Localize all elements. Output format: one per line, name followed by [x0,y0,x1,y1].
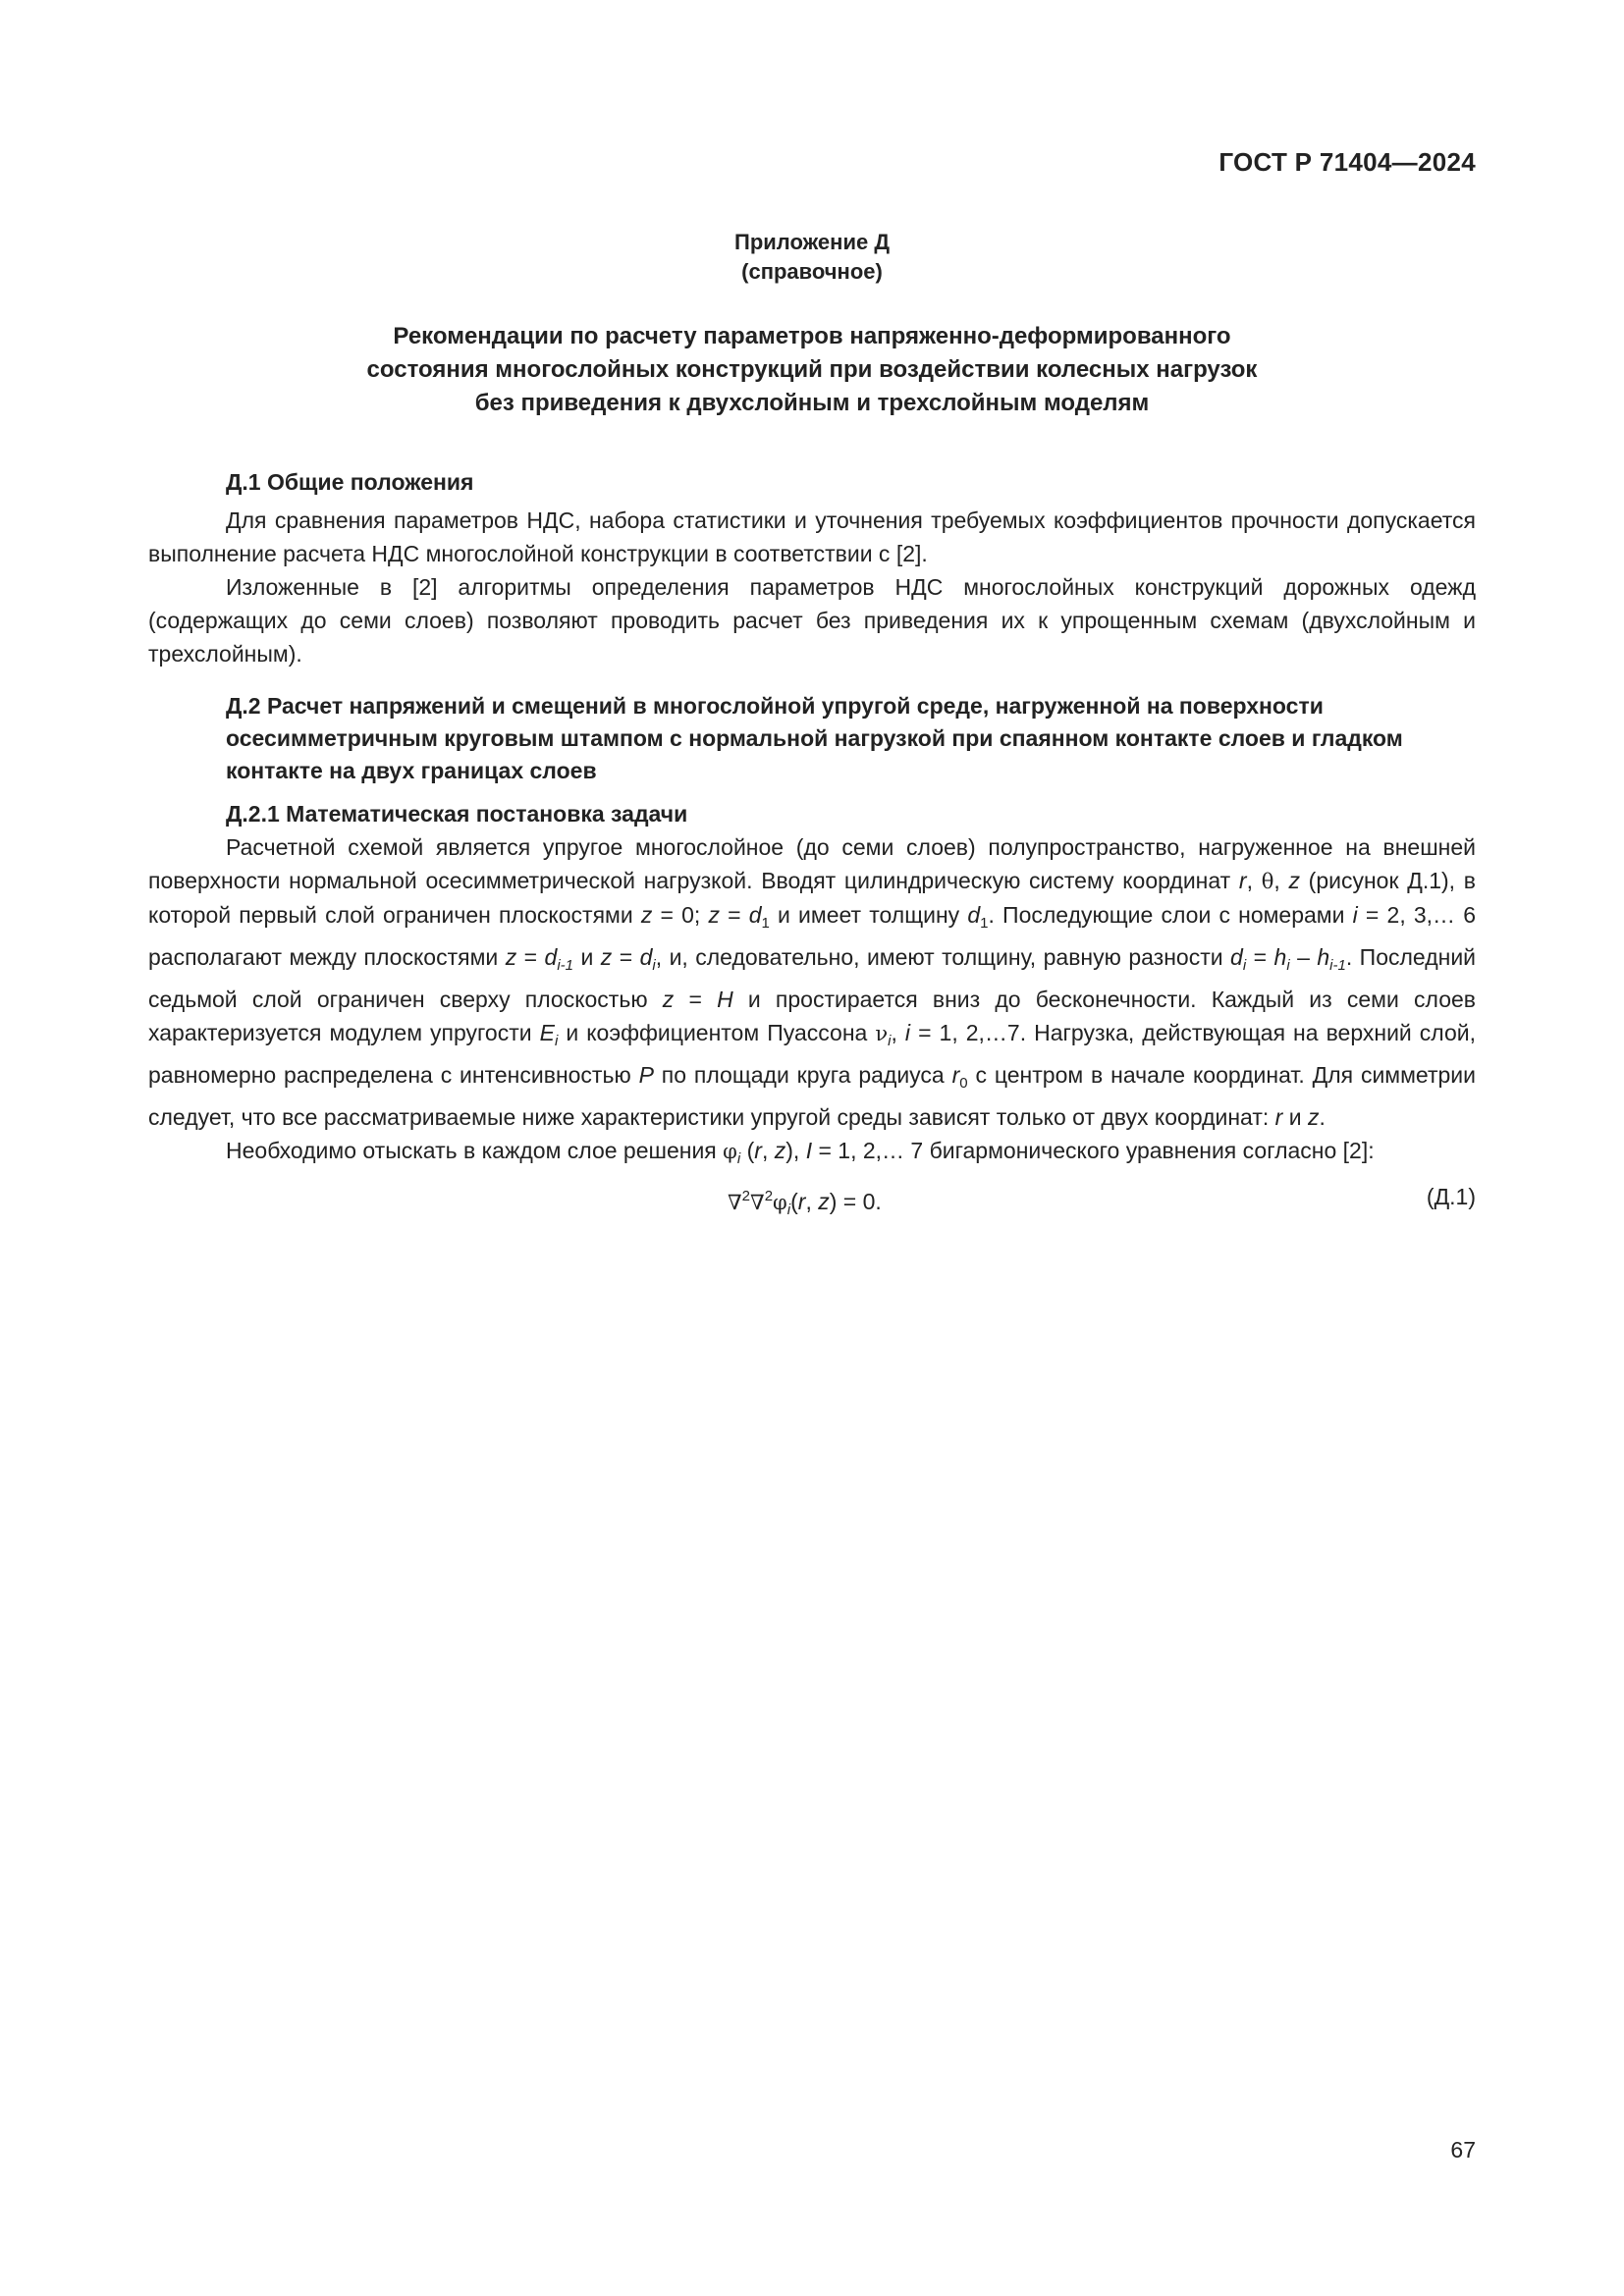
text: и простирается вниз до бесконечности. Каждый из семи слоев характеризуется модулем упругости [148,987,1476,1045]
main-title-line: состояния многослойных конструкций при воздействии колесных нагрузок [366,356,1258,383]
text: по площади круга радиуса [653,1062,952,1088]
section-heading-d2: Д.2 Расчет напряжений и смещений в многослойной упругой среде, нагруженной на поверхности осесимметричным круговым штампом с нормальной нагрузкой при спаянном контакте слоев и гладком контакте на двух границах слоев [226,693,1403,783]
var: d [1230,944,1243,970]
subscript: 1 [761,915,770,932]
var: r [754,1138,762,1163]
main-title-line: без приведения к двухслойным и трехслойным моделям [474,390,1150,416]
var: i [652,957,656,974]
var: d [967,902,981,928]
text: (рисунок Д.1), в которой первый слой ограничен плоскостями [148,868,1476,928]
var: H [717,987,733,1012]
var: i [554,1033,559,1049]
var: z [1307,1104,1320,1130]
greek-symbol: φ [773,1191,787,1214]
var: z [1288,868,1300,893]
text: Расчетной схемой является упругое многослойное (до семи слоев) полупространство, нагруженное на внешней поверхности нормальной осесимметрической нагрузкой. Вводят цилиндрическую систему координат [148,834,1476,893]
subsection-heading-d2-1: Д.2.1 Математическая постановка задачи [226,801,688,827]
text: , [1246,868,1262,893]
text: . Последующие слои с номерами [988,902,1353,928]
var: d [748,902,762,928]
greek-symbol: θ [1261,870,1274,893]
paragraph-problem-statement [148,830,1476,1134]
text: = 2, 3,… 6 располагают между плоскостями [148,902,1477,970]
superscript: 2 [741,1188,751,1204]
var: i [904,1020,911,1045]
var: z [600,944,613,970]
text: = [674,987,718,1012]
text: , [1273,868,1289,893]
text: = [1246,944,1274,970]
var: i [1242,957,1247,974]
nabla-symbol: ∇ [728,1191,742,1214]
var: d [544,944,558,970]
text: ( [740,1138,755,1163]
subscript [557,957,573,974]
equation-number: (Д.1) [1426,1184,1476,1209]
var: r [951,1062,960,1088]
var: h [1317,944,1330,970]
equation-d1 [148,1180,1476,1218]
greek-symbol: φ [723,1140,737,1163]
text: = 0; [652,902,709,928]
annex-heading [0,228,1624,287]
text: – [1289,944,1318,970]
text: , [891,1020,905,1045]
var: i-1 [557,957,573,974]
var: P [638,1062,654,1088]
main-title [0,320,1624,420]
var: i [1352,902,1358,928]
greek-symbol: ν [875,1022,889,1045]
var: z [505,944,517,970]
text: и [573,944,601,970]
main-title-line: Рекомендации по расчету параметров напряженно-деформированного [393,323,1231,349]
var: h [1273,944,1287,970]
superscript: 2 [764,1188,774,1204]
text: ( [790,1189,798,1214]
var: z [662,987,675,1012]
document-body [148,465,1477,1218]
var: i [786,1201,791,1218]
text: = [719,902,749,928]
paragraph: Для сравнения параметров НДС, набора статистики и уточнения требуемых коэффициентов прочности допускается выполнение расчета НДС многослойной конструкции в соответствии с [2]. [148,507,1476,566]
var: i-1 [1329,957,1346,974]
text: , [805,1189,819,1214]
nabla-symbol: ∇ [750,1191,765,1214]
var: r [1238,868,1247,893]
annex-status: (справочное) [741,259,883,284]
text: = 1, 2,… 7 бигармонического уравнения согласно [2]: [812,1138,1375,1163]
var: d [639,944,653,970]
var: E [539,1020,555,1045]
text: = [612,944,640,970]
paragraph-biharmonic [148,1134,1476,1176]
text: и коэффициентом Пуассона [558,1020,876,1045]
section-heading-d1: Д.1 Общие положения [226,469,474,495]
subscript [1329,957,1346,974]
text: Необходимо отыскать в каждом слое решения [226,1138,724,1163]
var: z [818,1189,830,1214]
document-code: ГОСТ Р 71404—2024 [1218,147,1476,177]
text: с центром в начале координат. Для симметрии следует, что все рассматриваемые ниже характеристики упругой среды зависят только от двух координат: [148,1062,1476,1130]
var: i [736,1150,741,1167]
text: , [761,1138,775,1163]
var: i [888,1033,892,1049]
var: z [708,902,720,928]
subscript: 0 [959,1075,968,1092]
text: и [1282,1104,1308,1130]
var: r [1274,1104,1283,1130]
text: и имеет толщину [769,902,968,928]
text: ) = 0. [829,1189,882,1214]
text: . Последний седьмой слой ограничен сверху плоскостью [148,944,1477,1012]
var: z [640,902,653,928]
text: ), [785,1138,806,1163]
var: i [1286,957,1290,974]
var: z [774,1138,786,1163]
subscript: 1 [980,915,989,932]
text: , и, следовательно, имеют толщину, равную разности [655,944,1231,970]
page-number: 67 [1450,2137,1476,2163]
text: = [516,944,545,970]
var: r [797,1189,806,1214]
annex-title: Приложение Д [734,230,890,254]
paragraph: Изложенные в [2] алгоритмы определения параметров НДС многослойных конструкций дорожных одежд (содержащих до семи слоев) позволяют проводить расчет без приведения их к упрощенным схемам (двухслойным и трехслойным). [148,574,1476,667]
text: . [1319,1104,1326,1130]
text: = 1, 2,…7. Нагрузка, действующая на верхний слой, равномерно распределена с интенсивностью [148,1020,1477,1088]
equation-body [728,1180,882,1227]
var: I [805,1138,813,1163]
